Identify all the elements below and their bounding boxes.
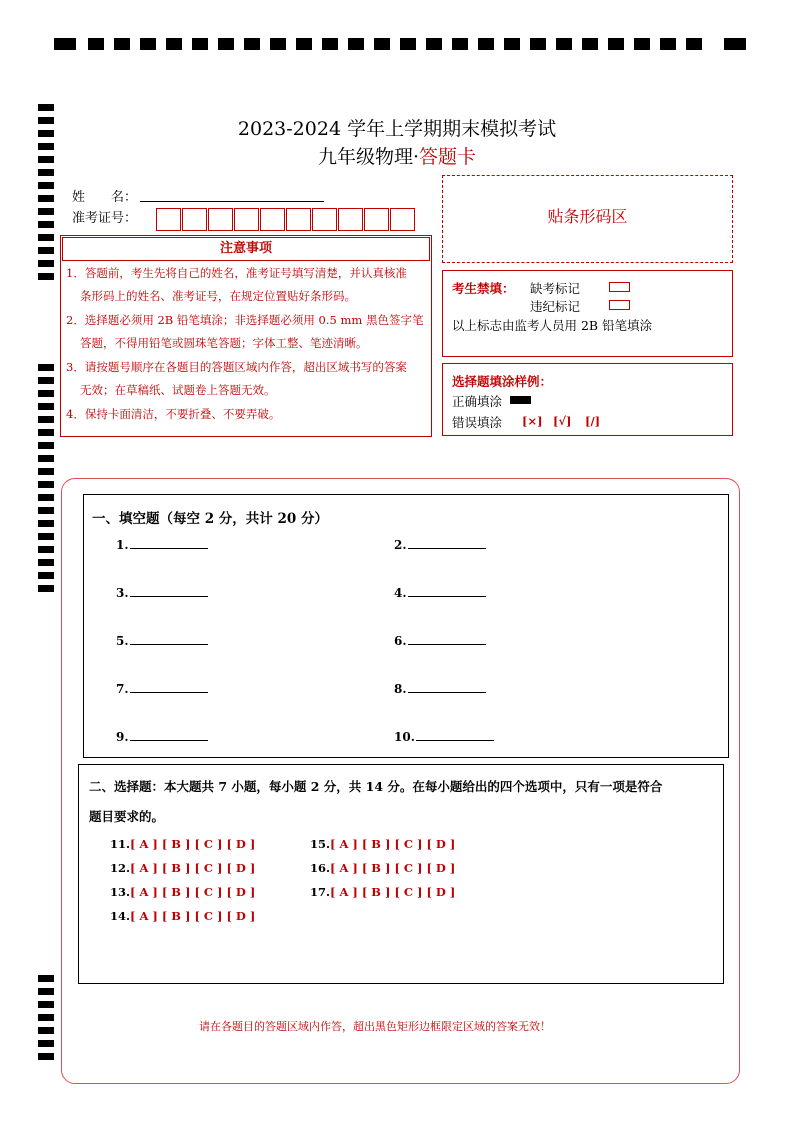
choice-options[interactable]: [ A ] [ B ] [ C ] [ D ]	[130, 885, 256, 899]
choice-options[interactable]: [ A ] [ B ] [ C ] [ D ]	[330, 885, 456, 899]
blank-number: 3.	[116, 586, 129, 600]
choice-options[interactable]: [ A ] [ B ] [ C ] [ D ]	[330, 837, 456, 851]
violation-mark-box[interactable]	[609, 300, 630, 310]
absent-label: 缺考标记	[530, 281, 581, 296]
section1-title: 一、填空题（每空 2 分，共计 20 分）	[92, 511, 328, 527]
question-number: 14.	[110, 909, 131, 923]
choice-options[interactable]: [ A ] [ B ] [ C ] [ D ]	[130, 837, 256, 851]
blank-number: 5.	[116, 634, 129, 648]
card-title	[0, 142, 794, 169]
blank-9[interactable]	[116, 728, 208, 744]
absent-mark-box[interactable]	[609, 282, 630, 292]
blank-6[interactable]	[394, 632, 486, 648]
notice-title: 注意事项	[219, 241, 272, 256]
blank-number: 6.	[394, 634, 407, 648]
blank-10[interactable]	[394, 728, 494, 744]
wrong-fill-cross: [×]	[522, 414, 543, 428]
blank-3[interactable]	[116, 584, 208, 600]
choice-question-17[interactable]	[310, 885, 455, 899]
notice-item: 答题，不得用铅笔或圆珠笔答题；字体工整、笔迹清晰。	[80, 336, 368, 350]
blank-number: 9.	[116, 730, 129, 744]
card-title-red: 答题卡	[419, 146, 477, 168]
blank-number: 1.	[116, 538, 129, 552]
section2-title-line2: 题目要求的。	[89, 809, 165, 824]
notice-item: 1．答题前，考生先将自己的姓名，准考证号填写清楚，并认真核准	[66, 266, 407, 280]
choice-question-11[interactable]	[110, 837, 255, 851]
choice-options[interactable]: [ A ] [ B ] [ C ] [ D ]	[330, 861, 456, 875]
fill-sample-title: 选择题填涂样例：	[452, 374, 553, 389]
correct-fill-label: 正确填涂	[452, 394, 503, 409]
footer-note: 请在各题目的答题区域内作答，超出黑色矩形边框限定区域的答案无效！	[199, 1020, 551, 1033]
card-title-subject: 九年级物理·	[317, 146, 420, 168]
choice-question-14[interactable]	[110, 909, 255, 923]
question-number: 12.	[110, 861, 131, 875]
id-label: 准考证号：	[72, 211, 138, 226]
choice-question-16[interactable]	[310, 861, 455, 875]
notice-item: 3．请按题号顺序在各题目的答题区域内作答，超出区域书写的答案	[66, 360, 407, 374]
question-number: 16.	[310, 861, 331, 875]
choice-question-15[interactable]	[310, 837, 455, 851]
blank-number: 2.	[394, 538, 407, 552]
question-number: 11.	[110, 837, 131, 851]
question-number: 17.	[310, 885, 331, 899]
question-number: 13.	[110, 885, 131, 899]
notice-item: 无效；在草稿纸、试题卷上答题无效。	[80, 383, 276, 397]
blank-1[interactable]	[116, 536, 208, 552]
forbidden-note: 以上标志由监考人员用 2B 铅笔填涂	[452, 318, 653, 333]
choice-options[interactable]: [ A ] [ B ] [ C ] [ D ]	[130, 861, 256, 875]
forbidden-label: 考生禁填：	[452, 281, 515, 296]
wrong-fill-check: [√]	[553, 414, 572, 428]
correct-fill-sample	[510, 396, 531, 404]
section2-title-line1: 二、选择题：本大题共 7 小题，每小题 2 分，共 14 分。在每小题给出的四个选项中，只有一项是符合	[89, 779, 663, 794]
choice-question-13[interactable]	[110, 885, 255, 899]
exam-title: 2023-2024 学年上学期期末模拟考试	[237, 118, 557, 140]
blank-5[interactable]	[116, 632, 208, 648]
blank-number: 8.	[394, 682, 407, 696]
blank-4[interactable]	[394, 584, 486, 600]
notice-item: 2．选择题必须用 2B 铅笔填涂；非选择题必须用 0.5 mm 黑色签字笔	[66, 313, 424, 327]
name-label: 姓 名：	[72, 190, 138, 205]
blank-8[interactable]	[394, 680, 486, 696]
question-number: 15.	[310, 837, 331, 851]
notice-item: 4．保持卡面清洁，不要折叠、不要弄破。	[66, 407, 281, 421]
wrong-fill-slash: [/]	[585, 414, 601, 428]
blank-2[interactable]	[394, 536, 486, 552]
section1-box	[83, 494, 729, 758]
choice-question-12[interactable]	[110, 861, 255, 875]
barcode-area: 贴条形码区	[442, 175, 733, 263]
wrong-fill-label: 错误填涂	[452, 415, 503, 430]
blank-number: 4.	[394, 586, 407, 600]
name-input-line[interactable]	[140, 200, 324, 202]
blank-number: 10.	[394, 730, 415, 744]
notice-item: 条形码上的姓名、准考证号，在规定位置贴好条形码。	[80, 289, 356, 303]
blank-7[interactable]	[116, 680, 208, 696]
violation-label: 违纪标记	[530, 299, 581, 314]
choice-options[interactable]: [ A ] [ B ] [ C ] [ D ]	[130, 909, 256, 923]
blank-number: 7.	[116, 682, 129, 696]
